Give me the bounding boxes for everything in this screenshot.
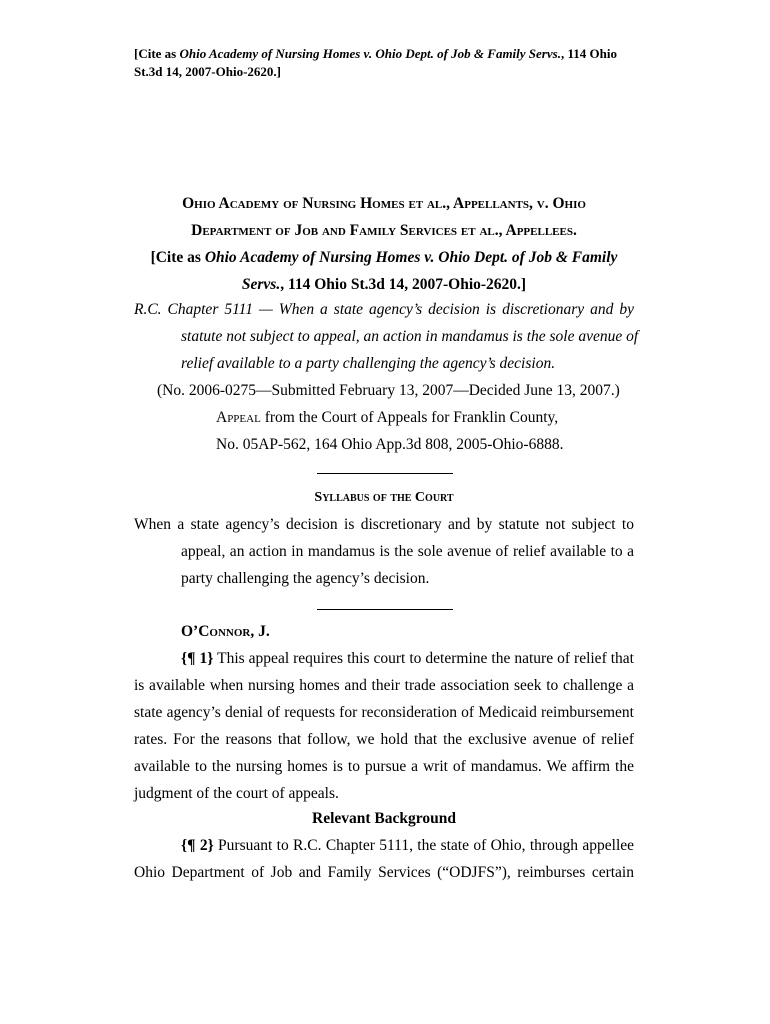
paragraph-1-line-4: rates. For the reasons that follow, we hold that the exclusive avenue of relief bbox=[134, 731, 634, 748]
headnote-line-1: R.C. Chapter 5111 — When a state agency’s decision is discretionary and by bbox=[134, 301, 634, 318]
syllabus-heading: Syllabus of the Court bbox=[314, 490, 454, 505]
syllabus-line-1: When a state agency’s decision is discretionary and by statute not subject to bbox=[134, 516, 634, 533]
divider-rule bbox=[317, 473, 453, 474]
case-title-line-2: Department of Job and Family Services et al., Appellees. bbox=[191, 222, 577, 239]
paragraph-marker: {¶ 1} bbox=[181, 650, 214, 667]
paragraph-1-line-5: available to the nursing homes is to pursue a writ of mandamus. We affirm the bbox=[134, 758, 634, 775]
headnote-line-3: relief available to a party challenging the agency’s decision. bbox=[181, 355, 556, 372]
case-cite-line-2: Servs., 114 Ohio St.3d 14, 2007-Ohio-2620.] bbox=[241, 276, 527, 293]
appeal-line: Appeal from the Court of Appeals for Franklin County, bbox=[216, 409, 559, 426]
paragraph-1-line-3: state agency’s denial of requests for reconsideration of Medicaid reimbursement bbox=[134, 704, 634, 721]
case-cite-line-1: [Cite as Ohio Academy of Nursing Homes v. Ohio Dept. of Job & Family bbox=[150, 249, 618, 266]
paragraph-1-line-6: judgment of the court of appeals. bbox=[134, 785, 339, 802]
syllabus-line-3: party challenging the agency’s decision. bbox=[181, 570, 430, 587]
paragraph-marker: {¶ 2} bbox=[181, 837, 214, 854]
citation-reporter: St.3d 14, 2007-Ohio-2620.] bbox=[134, 64, 281, 79]
syllabus-line-2: appeal, an action in mandamus is the sole avenue of relief available to a bbox=[181, 543, 634, 560]
paragraph-1-line-2: is available when nursing homes and their trade association seek to challenge a bbox=[134, 677, 634, 694]
headnote-line-2: statute not subject to appeal, an action in mandamus is the sole avenue of bbox=[181, 328, 639, 345]
divider-rule bbox=[317, 609, 453, 610]
case-title-line-1: Ohio Academy of Nursing Homes et al., Appellants, v. Ohio bbox=[182, 195, 586, 212]
docket-line: (No. 2006-0275—Submitted February 13, 2007—Decided June 13, 2007.) bbox=[157, 382, 620, 399]
section-heading: Relevant Background bbox=[312, 810, 456, 827]
lower-court-case-number: No. 05AP-562, 164 Ohio App.3d 808, 2005-Ohio-6888. bbox=[216, 436, 564, 453]
citation-header: [Cite as Ohio Academy of Nursing Homes v. Ohio Dept. of Job & Family Servs., 114 Ohio St.3d 14, 2007-Ohio-2620.] bbox=[134, 46, 617, 79]
citation-case-name: Ohio Academy of Nursing Homes v. Ohio Dept. of Job & Family Servs. bbox=[179, 46, 561, 61]
opinion-author: O’Connor, J. bbox=[181, 623, 270, 640]
paragraph-1-line-1: {¶ 1} This appeal requires this court to determine the nature of relief that bbox=[181, 650, 634, 667]
paragraph-2-line-1: {¶ 2} Pursuant to R.C. Chapter 5111, the state of Ohio, through appellee bbox=[181, 837, 635, 854]
paragraph-2-line-2: Ohio Department of Job and Family Services (“ODJFS”), reimburses certain bbox=[134, 864, 634, 881]
